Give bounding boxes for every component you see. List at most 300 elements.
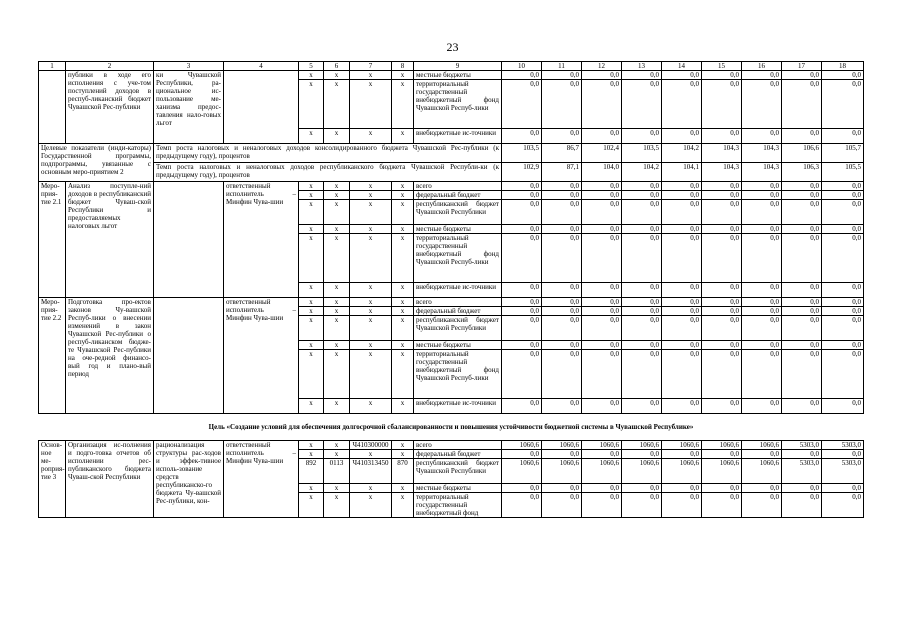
value-cell: 0,0 [662, 71, 702, 80]
value-cell: 0,0 [702, 225, 742, 234]
code-cell: x [324, 200, 350, 225]
value-cell: 0,0 [502, 129, 542, 144]
code-cell: x [324, 71, 350, 80]
value-cell: 0,0 [622, 399, 662, 414]
value-cell: 0,0 [742, 129, 782, 144]
value-cell: 0,0 [622, 307, 662, 316]
code-cell: x [350, 129, 392, 144]
value-cell: 0,0 [782, 450, 822, 459]
goal-heading: Цель «Создание условий для обеспечения долгосрочной сбалансированности и повышения устойчивости бюджетной системы в Чувашской Республике» [39, 414, 864, 441]
value-cell: 0,0 [502, 80, 542, 129]
funding-source: всего [414, 298, 502, 307]
code-cell: x [350, 450, 392, 459]
code-cell: x [324, 493, 350, 518]
targets-label: Целевые показатели (инди-каторы) Государственной программы, подпрограммы, увязанные с основным меро-приятием 2 [39, 144, 154, 182]
value-cell: 0,0 [702, 307, 742, 316]
table-row [39, 441, 864, 450]
value-cell: 86,7 [542, 144, 582, 163]
value-cell: 0,0 [742, 341, 782, 350]
code-cell: x [324, 225, 350, 234]
value-cell: 0,0 [662, 399, 702, 414]
code-cell: x [324, 307, 350, 316]
code-cell: x [392, 450, 414, 459]
indicator-name: Темп роста налоговых и неналоговых доходов республиканского бюджета Чувашской Республи-ки (к предыдущему году), процентов [154, 163, 502, 182]
funding-source: всего [414, 182, 502, 191]
value-cell: 0,0 [782, 283, 822, 298]
value-cell: 0,0 [782, 71, 822, 80]
value-cell: 0,0 [582, 307, 622, 316]
code-cell: x [299, 307, 324, 316]
value-cell: 0,0 [662, 450, 702, 459]
value-cell: 0,0 [702, 200, 742, 225]
value-cell: 0,0 [542, 71, 582, 80]
funding-source: местные бюджеты [414, 225, 502, 234]
column-header: 1 [39, 62, 66, 71]
activity-name: публики в ходе его исполнения с уче-том поступлений доходов в респуб-ликанский бюджет Чувашской Рес-публики [66, 71, 154, 144]
column-header: 8 [392, 62, 414, 71]
expected-result: ки Чувашской Республики, ра-циональное ис-пользование ме-ханизма предос-тавления нало-говых льгот [154, 71, 224, 144]
value-cell: 0,0 [662, 350, 702, 399]
value-cell: 0,0 [622, 200, 662, 225]
value-cell: 0,0 [502, 298, 542, 307]
value-cell: 0,0 [702, 182, 742, 191]
value-cell: 0,0 [502, 399, 542, 414]
code-cell: x [299, 129, 324, 144]
blank-cell [39, 71, 66, 144]
value-cell: 0,0 [822, 191, 864, 200]
value-cell: 1060,6 [622, 459, 662, 484]
value-cell: 0,0 [702, 129, 742, 144]
column-header: 11 [542, 62, 582, 71]
funding-source: внебюджетные ис-точники [414, 129, 502, 144]
value-cell: 106,6 [782, 144, 822, 163]
value-cell: 0,0 [822, 350, 864, 399]
value-cell: 1060,6 [702, 441, 742, 450]
funding-source: республиканский бюджет Чувашской Республики [414, 459, 502, 484]
value-cell: 0,0 [742, 200, 782, 225]
code-cell: x [299, 484, 324, 493]
value-cell: 0,0 [782, 182, 822, 191]
value-cell: 0,0 [582, 200, 622, 225]
code-cell: x [324, 298, 350, 307]
value-cell: 0,0 [822, 341, 864, 350]
value-cell: 0,0 [742, 493, 782, 518]
value-cell: 0,0 [542, 129, 582, 144]
value-cell: 103,5 [502, 144, 542, 163]
blank-cell [154, 182, 224, 298]
code-cell: x [350, 200, 392, 225]
budget-table [38, 61, 864, 518]
code-cell: x [392, 200, 414, 225]
column-header: 4 [224, 62, 299, 71]
value-cell: 0,0 [702, 191, 742, 200]
value-cell: 0,0 [782, 80, 822, 129]
code-cell: x [324, 234, 350, 283]
value-cell: 0,0 [662, 80, 702, 129]
value-cell: 104,1 [662, 163, 702, 182]
value-cell: 0,0 [742, 283, 782, 298]
column-header: 5 [299, 62, 324, 71]
value-cell: 0,0 [502, 71, 542, 80]
value-cell: 0,0 [582, 341, 622, 350]
value-cell: 0,0 [502, 450, 542, 459]
column-header: 2 [66, 62, 154, 71]
value-cell: 0,0 [582, 399, 622, 414]
column-header: 16 [742, 62, 782, 71]
value-cell: 0,0 [662, 191, 702, 200]
value-cell: 0,0 [582, 450, 622, 459]
value-cell: 0,0 [502, 182, 542, 191]
blank-cell [224, 71, 299, 144]
value-cell: 0,0 [622, 225, 662, 234]
code-cell: x [299, 283, 324, 298]
expected-result: рационализация структуры рас-ходов и эффек-тивное исполь-зование средств республиканско-го бюджета Чу-вашской Рес-публики, кон- [154, 441, 224, 518]
code-cell: x [350, 298, 392, 307]
funding-source: территориальный государственный внебюджетный фонд Чувашской Респуб-лики [414, 350, 502, 399]
code-cell: x [392, 283, 414, 298]
value-cell: 104,3 [742, 163, 782, 182]
value-cell: 0,0 [582, 71, 622, 80]
value-cell: 0,0 [702, 350, 742, 399]
value-cell: 0,0 [782, 200, 822, 225]
value-cell: 0,0 [822, 484, 864, 493]
value-cell: 0,0 [822, 493, 864, 518]
value-cell: 0,0 [502, 191, 542, 200]
value-cell: 0,0 [742, 298, 782, 307]
value-cell: 1060,6 [742, 441, 782, 450]
value-cell: 0,0 [782, 307, 822, 316]
value-cell: 0,0 [542, 191, 582, 200]
funding-source: республиканский бюджет Чувашской Республики [414, 200, 502, 225]
code-cell: x [324, 191, 350, 200]
value-cell: 0,0 [702, 493, 742, 518]
value-cell: 0,0 [502, 307, 542, 316]
code-cell: x [392, 441, 414, 450]
code-cell: x [350, 225, 392, 234]
value-cell: 0,0 [742, 191, 782, 200]
value-cell: 104,2 [662, 144, 702, 163]
page-number: 23 [446, 40, 459, 54]
code-cell: x [392, 493, 414, 518]
value-cell: 0,0 [622, 341, 662, 350]
value-cell: 0,0 [662, 283, 702, 298]
measure-number: Меро-прия-тие 2.2 [39, 298, 66, 414]
code-cell: x [392, 399, 414, 414]
value-cell: 0,0 [662, 307, 702, 316]
value-cell: 0,0 [702, 298, 742, 307]
value-cell: 0,0 [622, 191, 662, 200]
value-cell: 0,0 [662, 182, 702, 191]
column-header: 6 [324, 62, 350, 71]
value-cell: 0,0 [782, 225, 822, 234]
value-cell: 0,0 [822, 200, 864, 225]
blank-cell [154, 298, 224, 414]
code-cell: 0113 [324, 459, 350, 484]
code-cell: x [392, 484, 414, 493]
value-cell: 103,5 [622, 144, 662, 163]
value-cell: 0,0 [702, 234, 742, 283]
value-cell: 0,0 [822, 450, 864, 459]
column-header: 15 [702, 62, 742, 71]
value-cell: 0,0 [782, 191, 822, 200]
value-cell: 0,0 [702, 450, 742, 459]
value-cell: 1060,6 [542, 459, 582, 484]
value-cell: 0,0 [582, 283, 622, 298]
column-header: 18 [822, 62, 864, 71]
measure-number: Основ-ное ме-роприя-тие 3 [39, 441, 66, 518]
value-cell: 0,0 [822, 71, 864, 80]
code-cell: x [392, 225, 414, 234]
code-cell: x [392, 298, 414, 307]
value-cell: 0,0 [742, 399, 782, 414]
value-cell: 5303,0 [782, 459, 822, 484]
code-cell: x [299, 191, 324, 200]
code-cell: x [350, 350, 392, 399]
value-cell: 0,0 [782, 350, 822, 399]
value-cell: 0,0 [622, 298, 662, 307]
value-cell: 0,0 [662, 341, 702, 350]
value-cell: 0,0 [702, 399, 742, 414]
funding-source: местные бюджеты [414, 71, 502, 80]
value-cell: 104,3 [742, 144, 782, 163]
value-cell: 106,3 [782, 163, 822, 182]
code-cell: x [392, 71, 414, 80]
value-cell: 0,0 [502, 484, 542, 493]
value-cell: 0,0 [542, 80, 582, 129]
funding-source: федеральный бюджет [414, 450, 502, 459]
value-cell: 0,0 [822, 307, 864, 316]
code-cell: 892 [299, 459, 324, 484]
code-cell: x [350, 316, 392, 341]
value-cell: 0,0 [742, 71, 782, 80]
value-cell: 0,0 [542, 484, 582, 493]
table-row [39, 62, 864, 71]
code-cell: x [299, 80, 324, 129]
value-cell: 0,0 [542, 399, 582, 414]
responsible-executor: ответственный исполнитель – Минфин Чува-шии [224, 441, 299, 518]
table-row [39, 71, 864, 80]
code-cell: x [324, 450, 350, 459]
code-cell: x [324, 441, 350, 450]
value-cell: 0,0 [742, 350, 782, 399]
code-cell: x [392, 182, 414, 191]
code-cell: x [392, 129, 414, 144]
value-cell: 105,5 [822, 163, 864, 182]
value-cell: 0,0 [822, 316, 864, 341]
code-cell: x [350, 283, 392, 298]
value-cell: 0,0 [622, 129, 662, 144]
code-cell: x [324, 316, 350, 341]
code-cell: x [350, 399, 392, 414]
value-cell: 0,0 [782, 341, 822, 350]
code-cell: x [392, 350, 414, 399]
value-cell: 0,0 [822, 283, 864, 298]
value-cell: 0,0 [742, 234, 782, 283]
value-cell: 5303,0 [822, 441, 864, 450]
value-cell: 0,0 [662, 234, 702, 283]
value-cell: 0,0 [782, 298, 822, 307]
code-cell: x [299, 316, 324, 341]
value-cell: 105,7 [822, 144, 864, 163]
code-cell: x [324, 350, 350, 399]
value-cell: 0,0 [782, 484, 822, 493]
code-cell: x [324, 484, 350, 493]
code-cell: x [324, 399, 350, 414]
value-cell: 0,0 [582, 234, 622, 283]
value-cell: 1060,6 [662, 441, 702, 450]
code-cell: x [392, 191, 414, 200]
value-cell: 0,0 [662, 129, 702, 144]
value-cell: 0,0 [582, 182, 622, 191]
value-cell: 0,0 [702, 341, 742, 350]
code-cell: x [299, 450, 324, 459]
code-cell: x [392, 316, 414, 341]
value-cell: 0,0 [782, 316, 822, 341]
funding-source: федеральный бюджет [414, 191, 502, 200]
funding-source: территориальный государственный внебюджетный фонд [414, 493, 502, 518]
value-cell: 0,0 [782, 129, 822, 144]
funding-source: местные бюджеты [414, 341, 502, 350]
code-cell: Ч410313450 [350, 459, 392, 484]
value-cell: 0,0 [742, 450, 782, 459]
value-cell: 0,0 [542, 450, 582, 459]
column-header: 13 [622, 62, 662, 71]
measure-name: Организация ис-полнения и подго-товка отчетов об исполнении рес-публиканского бюджета Чуваш-ской Республики [66, 441, 154, 518]
code-cell: x [350, 341, 392, 350]
value-cell: 0,0 [582, 225, 622, 234]
funding-source: территориальный государственный внебюджетный фонд Чувашской Респуб-лики [414, 80, 502, 129]
code-cell: x [299, 200, 324, 225]
code-cell: Ч410300000 [350, 441, 392, 450]
value-cell: 0,0 [662, 484, 702, 493]
value-cell: 0,0 [582, 493, 622, 518]
value-cell: 0,0 [502, 200, 542, 225]
code-cell: x [392, 307, 414, 316]
value-cell: 0,0 [542, 298, 582, 307]
column-header: 3 [154, 62, 224, 71]
value-cell: 0,0 [742, 80, 782, 129]
value-cell: 0,0 [582, 350, 622, 399]
code-cell: x [324, 80, 350, 129]
value-cell: 1060,6 [582, 441, 622, 450]
value-cell: 0,0 [542, 234, 582, 283]
value-cell: 0,0 [502, 225, 542, 234]
value-cell: 0,0 [822, 234, 864, 283]
funding-source: федеральный бюджет [414, 307, 502, 316]
value-cell: 0,0 [622, 316, 662, 341]
code-cell: x [299, 234, 324, 283]
value-cell: 0,0 [822, 182, 864, 191]
column-header: 12 [582, 62, 622, 71]
code-cell: x [324, 341, 350, 350]
code-cell: x [392, 234, 414, 283]
value-cell: 104,2 [622, 163, 662, 182]
value-cell: 0,0 [542, 493, 582, 518]
value-cell: 0,0 [702, 283, 742, 298]
code-cell: x [299, 350, 324, 399]
table-row [39, 414, 864, 441]
value-cell: 0,0 [742, 484, 782, 493]
value-cell: 0,0 [542, 350, 582, 399]
value-cell: 0,0 [622, 450, 662, 459]
column-header: 14 [662, 62, 702, 71]
code-cell: x [299, 182, 324, 191]
value-cell: 0,0 [742, 307, 782, 316]
measure-name: Анализ поступле-ний доходов в республиканский бюджет Чуваш-ской Республики и предоставляемых налоговых льгот [66, 182, 154, 298]
value-cell: 104,3 [702, 144, 742, 163]
value-cell: 104,3 [702, 163, 742, 182]
value-cell: 1060,6 [742, 459, 782, 484]
code-cell: x [350, 484, 392, 493]
code-cell: x [324, 283, 350, 298]
indicator-name: Темп роста налоговых и неналоговых доходов консолидированного бюджета Чувашской Рес-публики (к предыдущему году), процентов [154, 144, 502, 163]
value-cell: 0,0 [622, 350, 662, 399]
value-cell: 0,0 [582, 484, 622, 493]
value-cell: 0,0 [502, 493, 542, 518]
value-cell: 0,0 [702, 71, 742, 80]
column-header: 17 [782, 62, 822, 71]
value-cell: 1060,6 [702, 459, 742, 484]
value-cell: 0,0 [822, 80, 864, 129]
value-cell: 1060,6 [502, 441, 542, 450]
value-cell: 1060,6 [622, 441, 662, 450]
value-cell: 0,0 [542, 225, 582, 234]
funding-source: внебюджетные ис-точники [414, 399, 502, 414]
code-cell: x [350, 307, 392, 316]
value-cell: 1060,6 [582, 459, 622, 484]
value-cell: 0,0 [702, 80, 742, 129]
value-cell: 0,0 [582, 129, 622, 144]
value-cell: 0,0 [622, 80, 662, 129]
column-header: 7 [350, 62, 392, 71]
value-cell: 104,0 [582, 163, 622, 182]
value-cell: 5303,0 [782, 441, 822, 450]
value-cell: 0,0 [782, 493, 822, 518]
table-row [39, 144, 864, 163]
value-cell: 0,0 [822, 129, 864, 144]
value-cell: 5303,0 [822, 459, 864, 484]
value-cell: 0,0 [782, 399, 822, 414]
code-cell: x [299, 399, 324, 414]
value-cell: 0,0 [702, 484, 742, 493]
code-cell: x [299, 441, 324, 450]
column-header: 9 [414, 62, 502, 71]
value-cell: 0,0 [502, 283, 542, 298]
value-cell: 0,0 [622, 493, 662, 518]
code-cell: x [350, 182, 392, 191]
value-cell: 0,0 [782, 234, 822, 283]
code-cell: x [350, 493, 392, 518]
value-cell: 1060,6 [662, 459, 702, 484]
value-cell: 0,0 [742, 316, 782, 341]
funding-source: территориальный государственный внебюджетный фонд Чувашской Респуб-лики [414, 234, 502, 283]
value-cell: 102,9 [502, 163, 542, 182]
responsible-executor: ответственный исполнитель – Минфин Чува-шии [224, 298, 299, 414]
value-cell: 0,0 [582, 298, 622, 307]
value-cell: 0,0 [542, 307, 582, 316]
value-cell: 0,0 [662, 316, 702, 341]
value-cell: 0,0 [542, 283, 582, 298]
funding-source: внебюджетные ис-точники [414, 283, 502, 298]
table-row [39, 163, 864, 182]
value-cell: 1060,6 [502, 459, 542, 484]
value-cell: 0,0 [822, 225, 864, 234]
value-cell: 0,0 [582, 191, 622, 200]
measure-number: Меро-прия-тие 2.1 [39, 182, 66, 298]
code-cell: x [392, 80, 414, 129]
code-cell: x [299, 298, 324, 307]
value-cell: 0,0 [502, 234, 542, 283]
